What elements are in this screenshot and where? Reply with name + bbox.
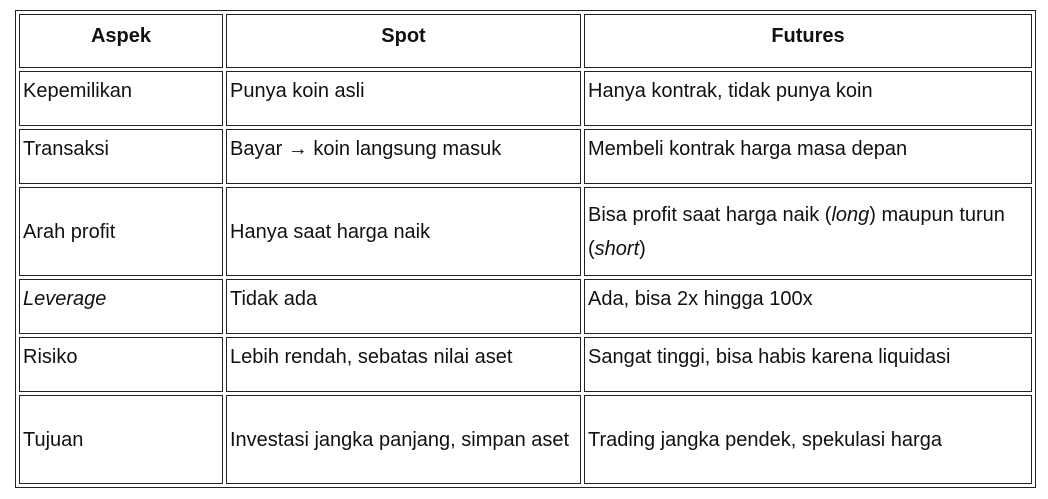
text-part: ) maupun turun (: [588, 203, 1005, 260]
cell-spot: Punya koin asli: [226, 71, 581, 126]
cell-aspek: [19, 279, 223, 334]
text-part: Bisa profit saat harga naik (: [588, 203, 832, 226]
cell-spot: Hanya saat harga naik: [226, 187, 581, 276]
cell-futures: Sangat tinggi, bisa habis karena liquidasi: [584, 337, 1032, 392]
cell-aspek: Kepemilikan: [19, 71, 223, 126]
cell-futures: Ada, bisa 2x hingga 100x: [584, 279, 1032, 334]
cell-futures: Membeli kontrak harga masa depan: [584, 129, 1032, 184]
table-row: [19, 395, 1032, 484]
spot-vs-futures-table: [16, 11, 1035, 487]
header-spot: Spot: [226, 14, 581, 68]
cell-aspek: Risiko: [19, 337, 223, 392]
italic-term-short: short: [594, 237, 640, 260]
cell-spot: Bayar → koin langsung masuk: [226, 129, 581, 184]
table-row: [19, 71, 1032, 126]
header-futures: Futures: [584, 14, 1032, 68]
text-part: ): [639, 237, 646, 260]
cell-spot: Investasi jangka panjang, simpan aset: [226, 395, 581, 484]
cell-futures: [584, 187, 1032, 276]
comparison-table: [15, 10, 1036, 488]
table-header-row: [19, 14, 1032, 68]
table-row: [19, 187, 1032, 276]
italic-term-leverage: Leverage: [23, 288, 107, 310]
cell-futures: Hanya kontrak, tidak punya koin: [584, 71, 1032, 126]
table-row: [19, 337, 1032, 392]
cell-spot: Tidak ada: [226, 279, 581, 334]
table-row: [19, 129, 1032, 184]
italic-term-long: long: [831, 203, 870, 226]
cell-aspek: Arah profit: [19, 187, 223, 276]
cell-aspek: Tujuan: [19, 395, 223, 484]
header-aspek: Aspek: [19, 14, 223, 68]
cell-aspek: Transaksi: [19, 129, 223, 184]
cell-spot: Lebih rendah, sebatas nilai aset: [226, 337, 581, 392]
cell-futures: Trading jangka pendek, spekulasi harga: [584, 395, 1032, 484]
table-row: [19, 279, 1032, 334]
